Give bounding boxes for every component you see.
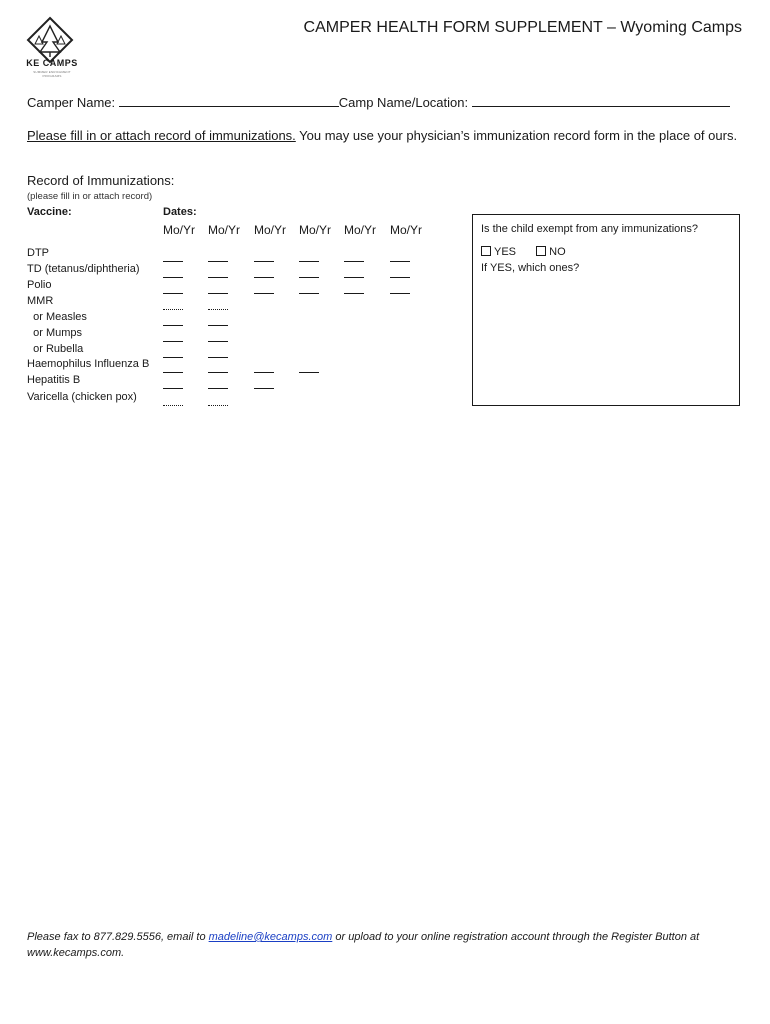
vaccine-name: TD (tetanus/diphtheria): [27, 263, 140, 275]
page-title: CAMPER HEALTH FORM SUPPLEMENT – Wyoming Camps: [303, 19, 742, 36]
date-blank-field[interactable]: [208, 387, 228, 389]
camper-name-label: Camper Name:: [27, 95, 116, 110]
exemption-options: [481, 246, 566, 258]
camp-location-field[interactable]: [472, 95, 730, 107]
date-blank-field[interactable]: [163, 404, 183, 406]
date-blank-field[interactable]: [208, 324, 228, 326]
vaccine-name: MMR: [27, 295, 54, 307]
date-blank-field[interactable]: [163, 387, 183, 389]
date-blank-field[interactable]: [208, 308, 228, 310]
logo-name: KE CAMPS: [26, 58, 78, 68]
date-blank-field[interactable]: [163, 260, 183, 262]
date-blank-field[interactable]: [390, 276, 410, 278]
email-link[interactable]: madeline@kecamps.com: [208, 931, 333, 943]
date-blank-field[interactable]: [208, 340, 228, 342]
date-blank-field[interactable]: [163, 340, 183, 342]
vaccine-name: Haemophilus Influenza B: [27, 358, 150, 370]
date-column-header: Mo/Yr: [208, 223, 241, 237]
date-blank-field[interactable]: [208, 260, 228, 262]
vaccine-name: Varicella (chicken pox): [27, 391, 137, 403]
vaccine-name: or Mumps: [27, 327, 83, 339]
record-subheading: (please fill in or attach record): [27, 191, 153, 202]
date-blank-field[interactable]: [163, 356, 183, 358]
yes-checkbox[interactable]: [481, 246, 491, 256]
date-column-header: Mo/Yr: [390, 223, 423, 237]
date-column-header: Mo/Yr: [163, 223, 196, 237]
vaccine-name: DTP: [27, 247, 49, 259]
date-blank-field[interactable]: [390, 260, 410, 262]
no-label: NO: [549, 246, 566, 258]
date-column-header: Mo/Yr: [299, 223, 332, 237]
date-blank-field[interactable]: [299, 260, 319, 262]
date-blank-field[interactable]: [208, 356, 228, 358]
exemption-box: [472, 214, 740, 406]
date-blank-field[interactable]: [299, 276, 319, 278]
date-blank-field[interactable]: [163, 308, 183, 310]
date-blank-field[interactable]: [299, 371, 319, 373]
vaccine-name: or Measles: [27, 311, 87, 323]
date-blank-field[interactable]: [254, 260, 274, 262]
no-checkbox[interactable]: [536, 246, 546, 256]
date-blank-field[interactable]: [208, 371, 228, 373]
date-blank-field[interactable]: [344, 260, 364, 262]
instructions: [27, 127, 743, 145]
instructions-underlined: Please fill in or attach record of immunizations.: [27, 128, 296, 143]
date-blank-field[interactable]: [299, 292, 319, 294]
vaccine-name: or Rubella: [27, 343, 84, 355]
exemption-which-label: If YES, which ones?: [481, 262, 580, 274]
yes-label: YES: [494, 246, 517, 258]
instructions-rest: You may use your physician’s immunization record form in the place of ours.: [295, 128, 738, 143]
camper-name-field[interactable]: [119, 95, 339, 107]
date-blank-field[interactable]: [163, 324, 183, 326]
date-blank-field[interactable]: [254, 276, 274, 278]
date-blank-field[interactable]: [163, 276, 183, 278]
date-column-header: Mo/Yr: [254, 223, 287, 237]
camp-location-label: Camp Name/Location:: [338, 95, 469, 110]
dates-header: Dates:: [163, 206, 197, 218]
date-blank-field[interactable]: [344, 276, 364, 278]
date-blank-field[interactable]: [208, 404, 228, 406]
exemption-question: Is the child exempt from any immunizations?: [481, 223, 699, 235]
record-heading: Record of Immunizations:: [27, 173, 175, 188]
date-blank-field[interactable]: [208, 276, 228, 278]
footer-suffix: or upload to your online registration account through the Register Button at www.kecamps.com.: [27, 931, 700, 959]
date-blank-field[interactable]: [163, 292, 183, 294]
footer-note: [27, 929, 743, 961]
date-blank-field[interactable]: [208, 292, 228, 294]
date-blank-field[interactable]: [254, 387, 274, 389]
vaccine-name: Hepatitis B: [27, 374, 81, 386]
date-blank-field[interactable]: [390, 292, 410, 294]
date-blank-field[interactable]: [344, 292, 364, 294]
footer-prefix: Please fax to 877.829.5556, email to: [27, 931, 209, 943]
date-blank-field[interactable]: [254, 292, 274, 294]
name-fields-row: [27, 95, 730, 110]
date-column-header: Mo/Yr: [344, 223, 377, 237]
date-blank-field[interactable]: [254, 371, 274, 373]
vaccine-header: Vaccine:: [27, 206, 72, 218]
date-blank-field[interactable]: [163, 371, 183, 373]
logo-tagline: SUMMER ENRICHMENT PROGRAMS: [33, 70, 71, 78]
vaccine-name: Polio: [27, 279, 52, 291]
